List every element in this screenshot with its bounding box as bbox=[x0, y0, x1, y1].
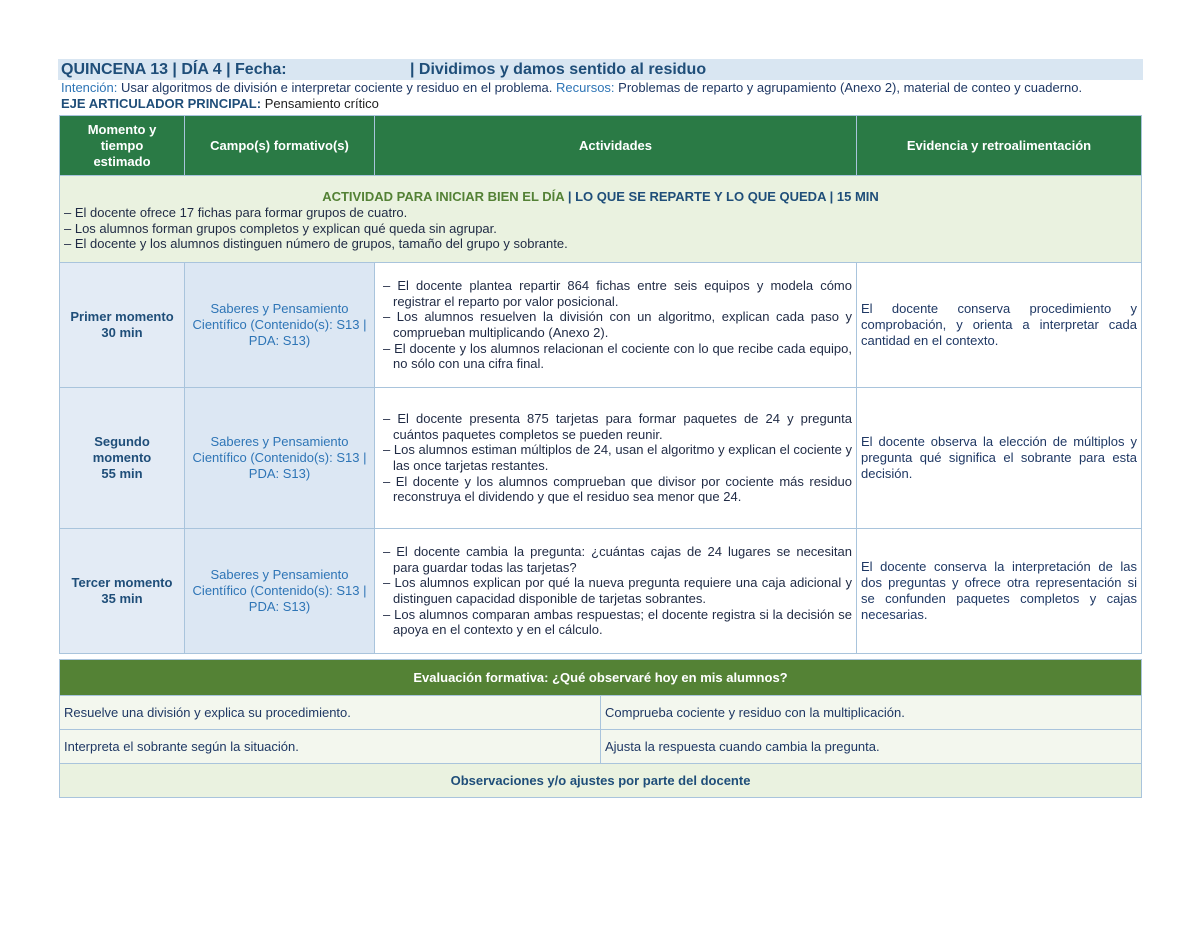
inicio-title bbox=[64, 189, 1137, 205]
moment-label-2: momento bbox=[92, 450, 152, 465]
activity-item: – Los alumnos estiman múltiplos de 24, usan el algoritmo y explican el cociente y las once tarjetas restantes. bbox=[383, 442, 852, 473]
campo-cell: Saberes y Pensamiento Científico (Contenido(s): S13 | PDA: S13) bbox=[185, 263, 375, 388]
eje-text: Pensamiento crítico bbox=[264, 96, 379, 111]
intencion-text: Usar algoritmos de división e interpretar cociente y residuo en el problema. bbox=[121, 80, 553, 95]
inicio-cell bbox=[60, 176, 1142, 263]
intencion-label: Intención: bbox=[61, 80, 118, 95]
col-campo: Campo(s) formativo(s) bbox=[185, 116, 375, 176]
evaluacion-criterion: Ajusta la respuesta cuando cambia la pregunta. bbox=[601, 730, 1142, 764]
moment-row-2 bbox=[60, 388, 1142, 529]
activities-cell bbox=[375, 263, 857, 388]
moment-cell bbox=[60, 388, 185, 529]
recursos-text: Problemas de reparto y agrupamiento (Anexo 2), material de conteo y cuaderno. bbox=[618, 80, 1083, 95]
title-bar bbox=[58, 59, 1143, 80]
moment-row-1 bbox=[60, 263, 1142, 388]
inicio-title-c: 15 MIN bbox=[836, 189, 879, 204]
activity-item: – El docente y los alumnos comprueban que divisor por cociente más residuo reconstruya el dividendo y que el residuo sea menor que 24. bbox=[383, 473, 852, 505]
evaluacion-criterion: Resuelve una división y explica su procedimiento. bbox=[60, 696, 601, 730]
activity-item: – Los alumnos explican por qué la nueva pregunta requiere una caja adicional y distinguen capacidad disponible de tarjetas sobrantes. bbox=[383, 575, 852, 606]
campo-cell: Saberes y Pensamiento Científico (Contenido(s): S13 | PDA: S13) bbox=[185, 529, 375, 654]
evidence-cell: El docente conserva procedimiento y comprobación, y orienta a interpretar cada cantidad en el contexto. bbox=[857, 263, 1142, 388]
observaciones-footer: Observaciones y/o ajustes por parte del docente bbox=[60, 764, 1142, 798]
activity-item: – El docente presenta 875 tarjetas para formar paquetes de 24 y pregunta cuántos paquetes completos se pueden reunir. bbox=[383, 410, 852, 442]
col-actividades: Actividades bbox=[375, 116, 857, 176]
table-header-row bbox=[60, 116, 1142, 176]
eje-line bbox=[58, 96, 1143, 112]
moment-label: Tercer momento bbox=[71, 575, 173, 590]
evidence-cell: El docente conserva la interpretación de las dos preguntas y ofrece otra representación si se confunden paquetes completos y cajas necesarias. bbox=[857, 529, 1142, 654]
title-quincena: QUINCENA 13 | DÍA 4 | Fecha: bbox=[61, 61, 287, 78]
inicio-item: – El docente y los alumnos distinguen número de grupos, tamaño del grupo y sobrante. bbox=[64, 236, 568, 251]
campo-cell: Saberes y Pensamiento Científico (Contenido(s): S13 | PDA: S13) bbox=[185, 388, 375, 529]
moment-time: 55 min bbox=[101, 466, 143, 481]
page-header bbox=[58, 59, 1143, 112]
inicio-sep-2: | bbox=[829, 189, 834, 204]
moment-label: Segundo bbox=[94, 434, 150, 449]
inicio-title-b: LO QUE SE REPARTE Y LO QUE QUEDA bbox=[575, 189, 826, 204]
moment-cell bbox=[60, 263, 185, 388]
evaluacion-table bbox=[59, 659, 1142, 798]
recursos-label: Recursos: bbox=[556, 80, 615, 95]
evaluacion-title: Evaluación formativa: ¿Qué observaré hoy en mis alumnos? bbox=[60, 660, 1142, 696]
evidence-cell: El docente observa la elección de múltiplos y pregunta qué significa el sobrante para esta decisión. bbox=[857, 388, 1142, 529]
title-topic: | Dividimos y damos sentido al residuo bbox=[410, 61, 707, 78]
evaluacion-criterion: Interpreta el sobrante según la situación. bbox=[60, 730, 601, 764]
evaluacion-criterion: Comprueba cociente y residuo con la multiplicación. bbox=[601, 696, 1142, 730]
activity-item: – Los alumnos resuelven la división con un algoritmo, explican cada paso y comprueban multiplicando (Anexo 2). bbox=[383, 309, 852, 340]
inicio-title-a: ACTIVIDAD PARA INICIAR BIEN EL DÍA bbox=[322, 189, 565, 204]
inicio-row bbox=[60, 176, 1142, 263]
inicio-sep-1: | bbox=[567, 189, 572, 204]
activities-cell bbox=[375, 388, 857, 529]
moment-cell bbox=[60, 529, 185, 654]
eje-label: EJE ARTICULADOR PRINCIPAL: bbox=[61, 96, 262, 111]
moment-label: Primer momento bbox=[70, 309, 174, 324]
inicio-item: – Los alumnos forman grupos completos y explican qué queda sin agrupar. bbox=[64, 220, 497, 236]
col-momento: Momento y tiempo estimado bbox=[60, 116, 185, 176]
moment-row-3 bbox=[60, 529, 1142, 654]
intencion-line bbox=[58, 80, 1143, 96]
col-evidencia: Evidencia y retroalimentación bbox=[857, 116, 1142, 176]
moment-time: 30 min bbox=[101, 325, 143, 340]
activity-item: – El docente cambia la pregunta: ¿cuántas cajas de 24 lugares se necesitan para guardar todas las tarjetas? bbox=[383, 543, 852, 575]
activity-item: – El docente plantea repartir 864 fichas entre seis equipos y modela cómo registrar el reparto por valor posicional. bbox=[383, 277, 852, 309]
activity-item: – El docente y los alumnos relacionan el cociente con lo que recibe cada equipo, no sólo con una cifra final. bbox=[383, 340, 852, 372]
lesson-plan-table bbox=[59, 115, 1142, 654]
inicio-item: – El docente ofrece 17 fichas para formar grupos de cuatro. bbox=[64, 205, 408, 220]
activities-cell bbox=[375, 529, 857, 654]
activity-item: – Los alumnos comparan ambas respuestas; el docente registra si la decisión se apoya en el contexto y en el cálculo. bbox=[383, 606, 852, 638]
moment-time: 35 min bbox=[101, 591, 143, 606]
